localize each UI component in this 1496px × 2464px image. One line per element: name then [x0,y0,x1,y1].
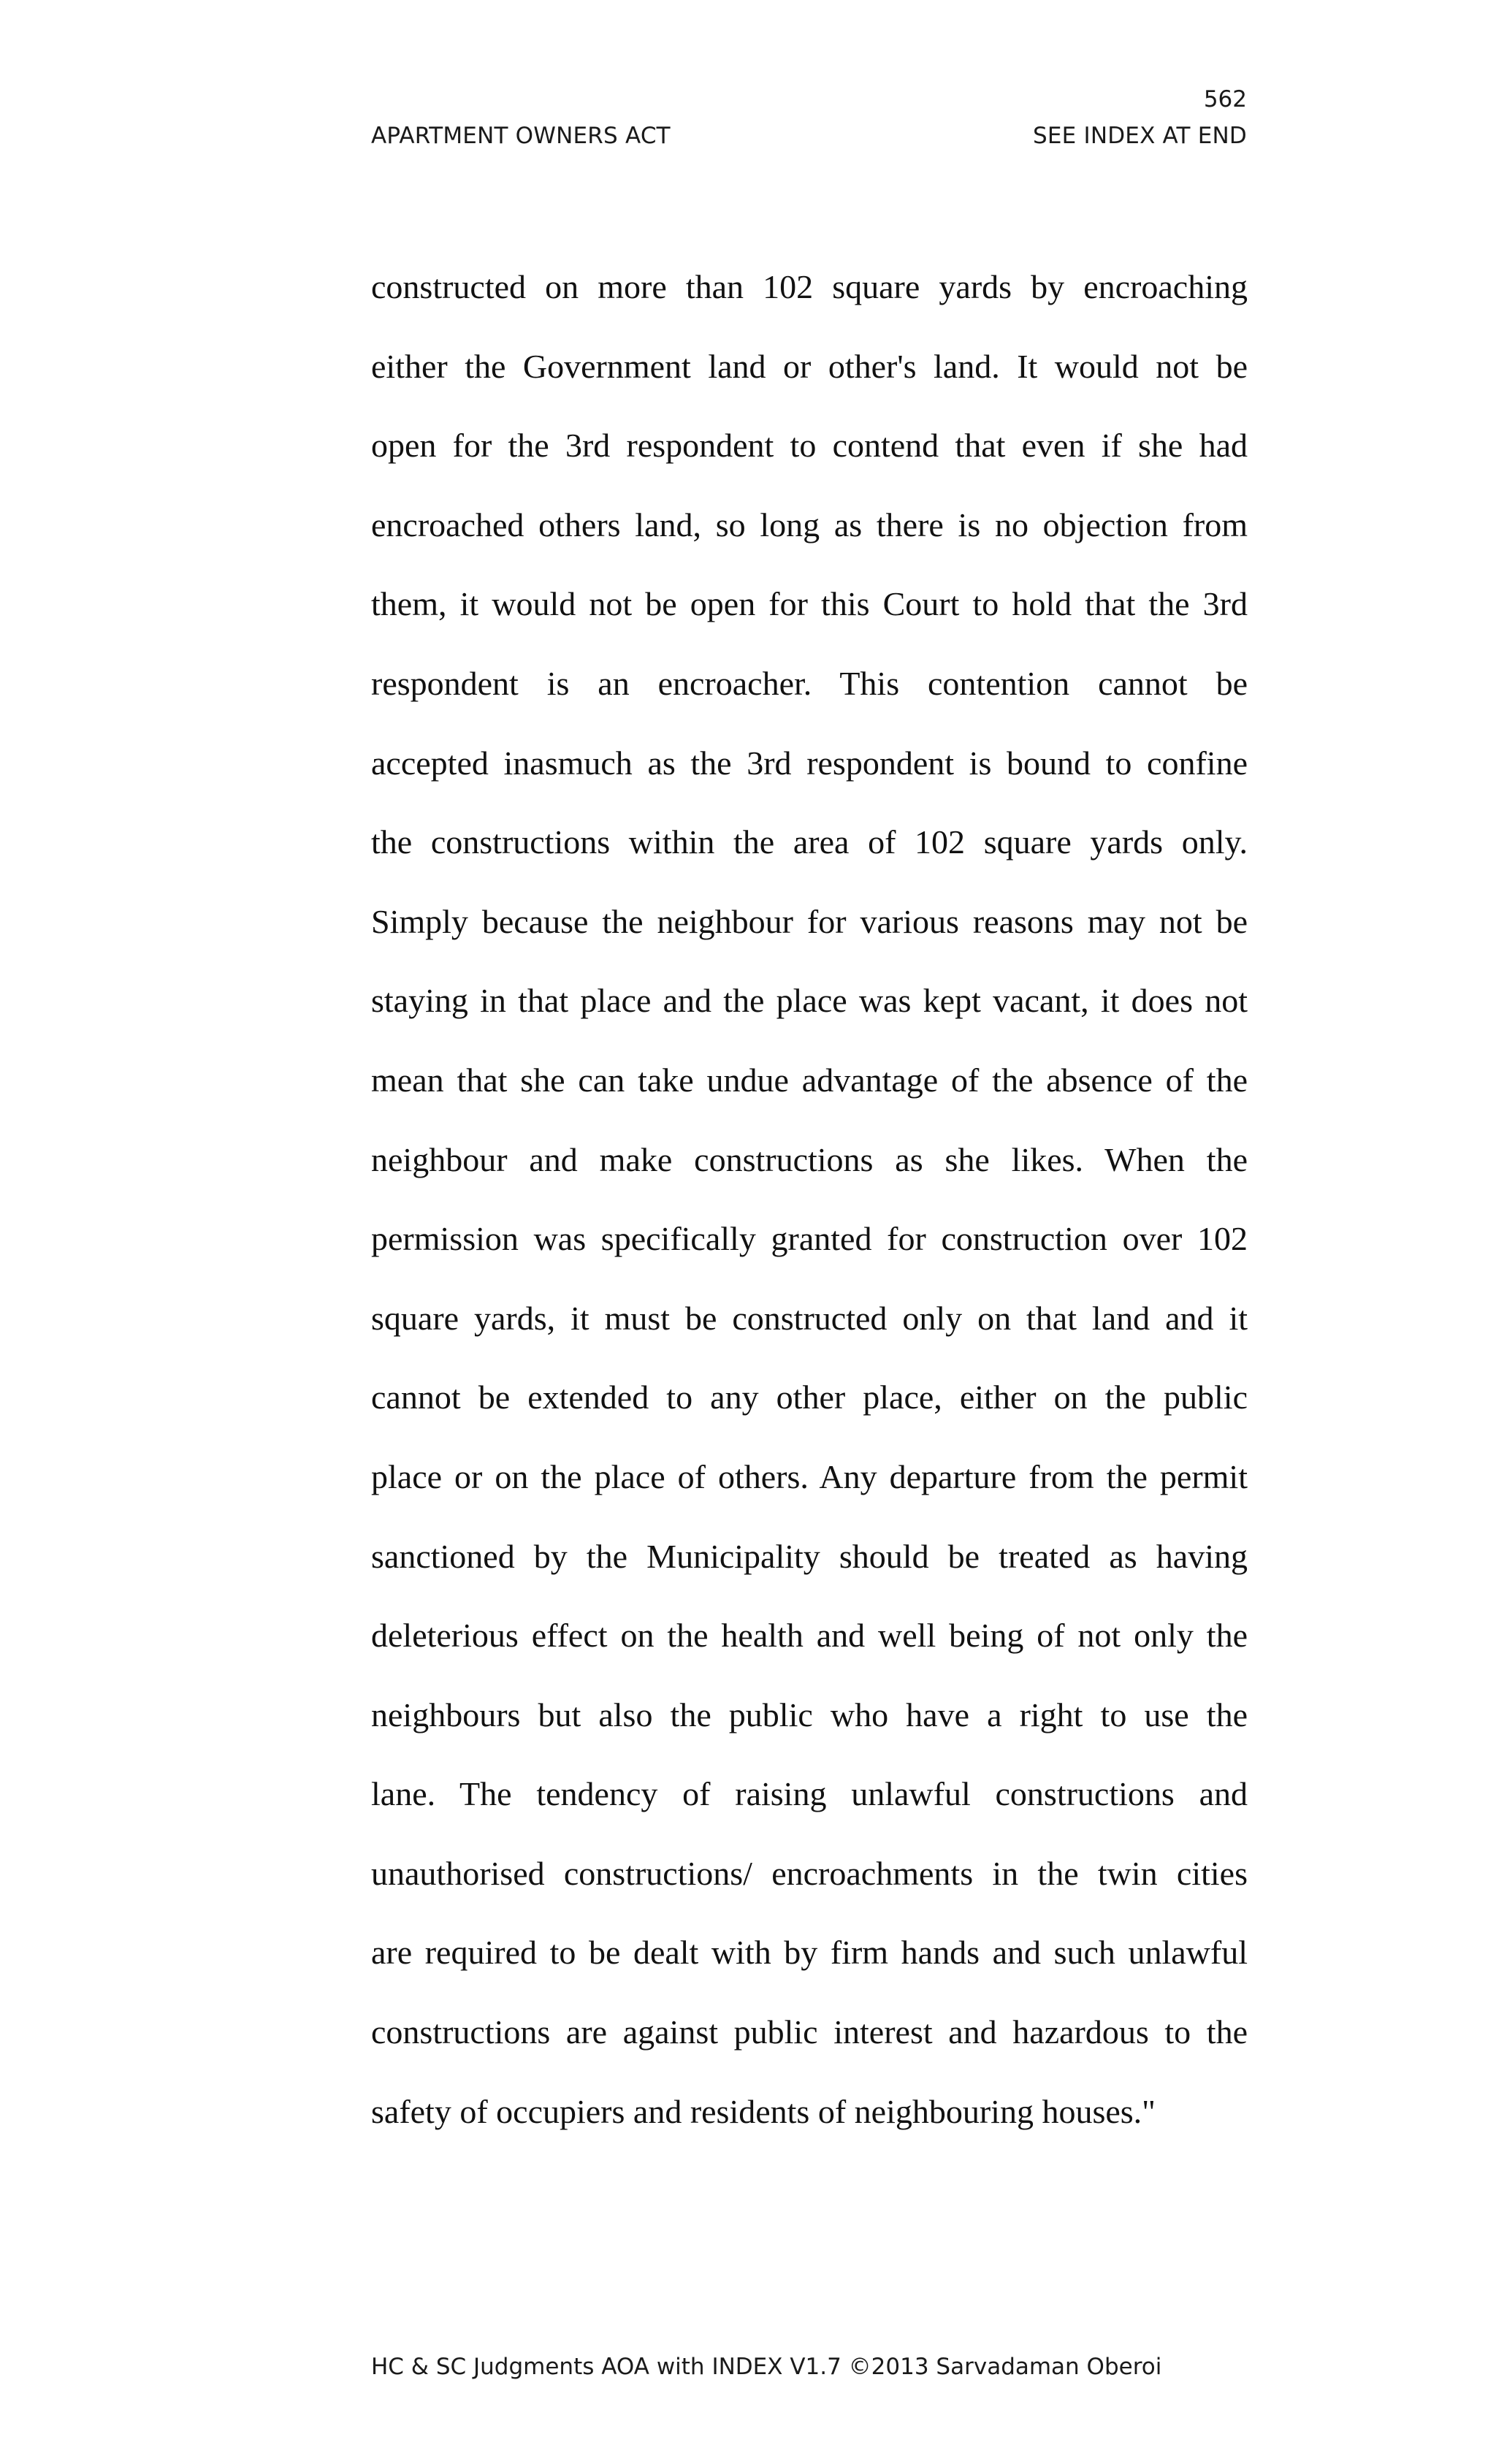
text-line: the constructions within the area of 102 square yards only. [371,823,1248,861]
text-line: lane. The tendency of raising unlawful constructions and [371,1775,1248,1813]
text-line: unauthorised constructions/ encroachments in the twin cities [371,1854,1248,1892]
text-line: deleterious effect on the health and well being of not only the [371,1617,1248,1655]
page-number: 562 [1203,86,1247,112]
page-footer: HC & SC Judgments AOA with INDEX V1.7 ©2013 Sarvadaman Oberoi [371,2354,1162,2380]
text-line: are required to be dealt with by firm hands and such unlawful [371,1934,1248,1972]
text-line: staying in that place and the place was kept vacant, it does not [371,982,1248,1020]
text-line: sanctioned by the Municipality should be treated as having [371,1537,1248,1575]
running-header-title: APARTMENT OWNERS ACT [371,123,671,149]
text-line: encroached others land, so long as there is no objection from [371,506,1248,543]
text-line: either the Government land or other's land. It would not be [371,347,1248,385]
text-line: neighbours but also the public who have a right to use the [371,1696,1248,1733]
text-line-final: safety of occupiers and residents of neighbouring houses." [371,2092,1156,2130]
text-line: open for the 3rd respondent to contend that even if she had [371,427,1248,465]
text-line: place or on the place of others. Any departure from the permit [371,1457,1248,1495]
judgment-text-body [371,258,1248,2162]
text-line: constructed on more than 102 square yards by encroaching [371,268,1248,305]
text-line: respondent is an encroacher. This contention cannot be [371,664,1248,702]
text-line: constructions are against public interest and hazardous to the [371,2013,1248,2051]
text-line: them, it would not be open for this Court to hold that the 3rd [371,585,1248,623]
text-line: square yards, it must be constructed only on that land and it [371,1299,1248,1337]
text-line: accepted inasmuch as the 3rd respondent is bound to confine [371,744,1248,782]
running-header-index-note: SEE INDEX AT END [1032,123,1247,149]
text-line: neighbour and make constructions as she likes. When the [371,1140,1248,1178]
text-line: permission was specifically granted for construction over 102 [371,1220,1248,1258]
text-line: Simply because the neighbour for various reasons may not be [371,902,1248,940]
text-line: mean that she can take undue advantage of the absence of the [371,1061,1248,1099]
text-line: cannot be extended to any other place, either on the public [371,1378,1248,1416]
